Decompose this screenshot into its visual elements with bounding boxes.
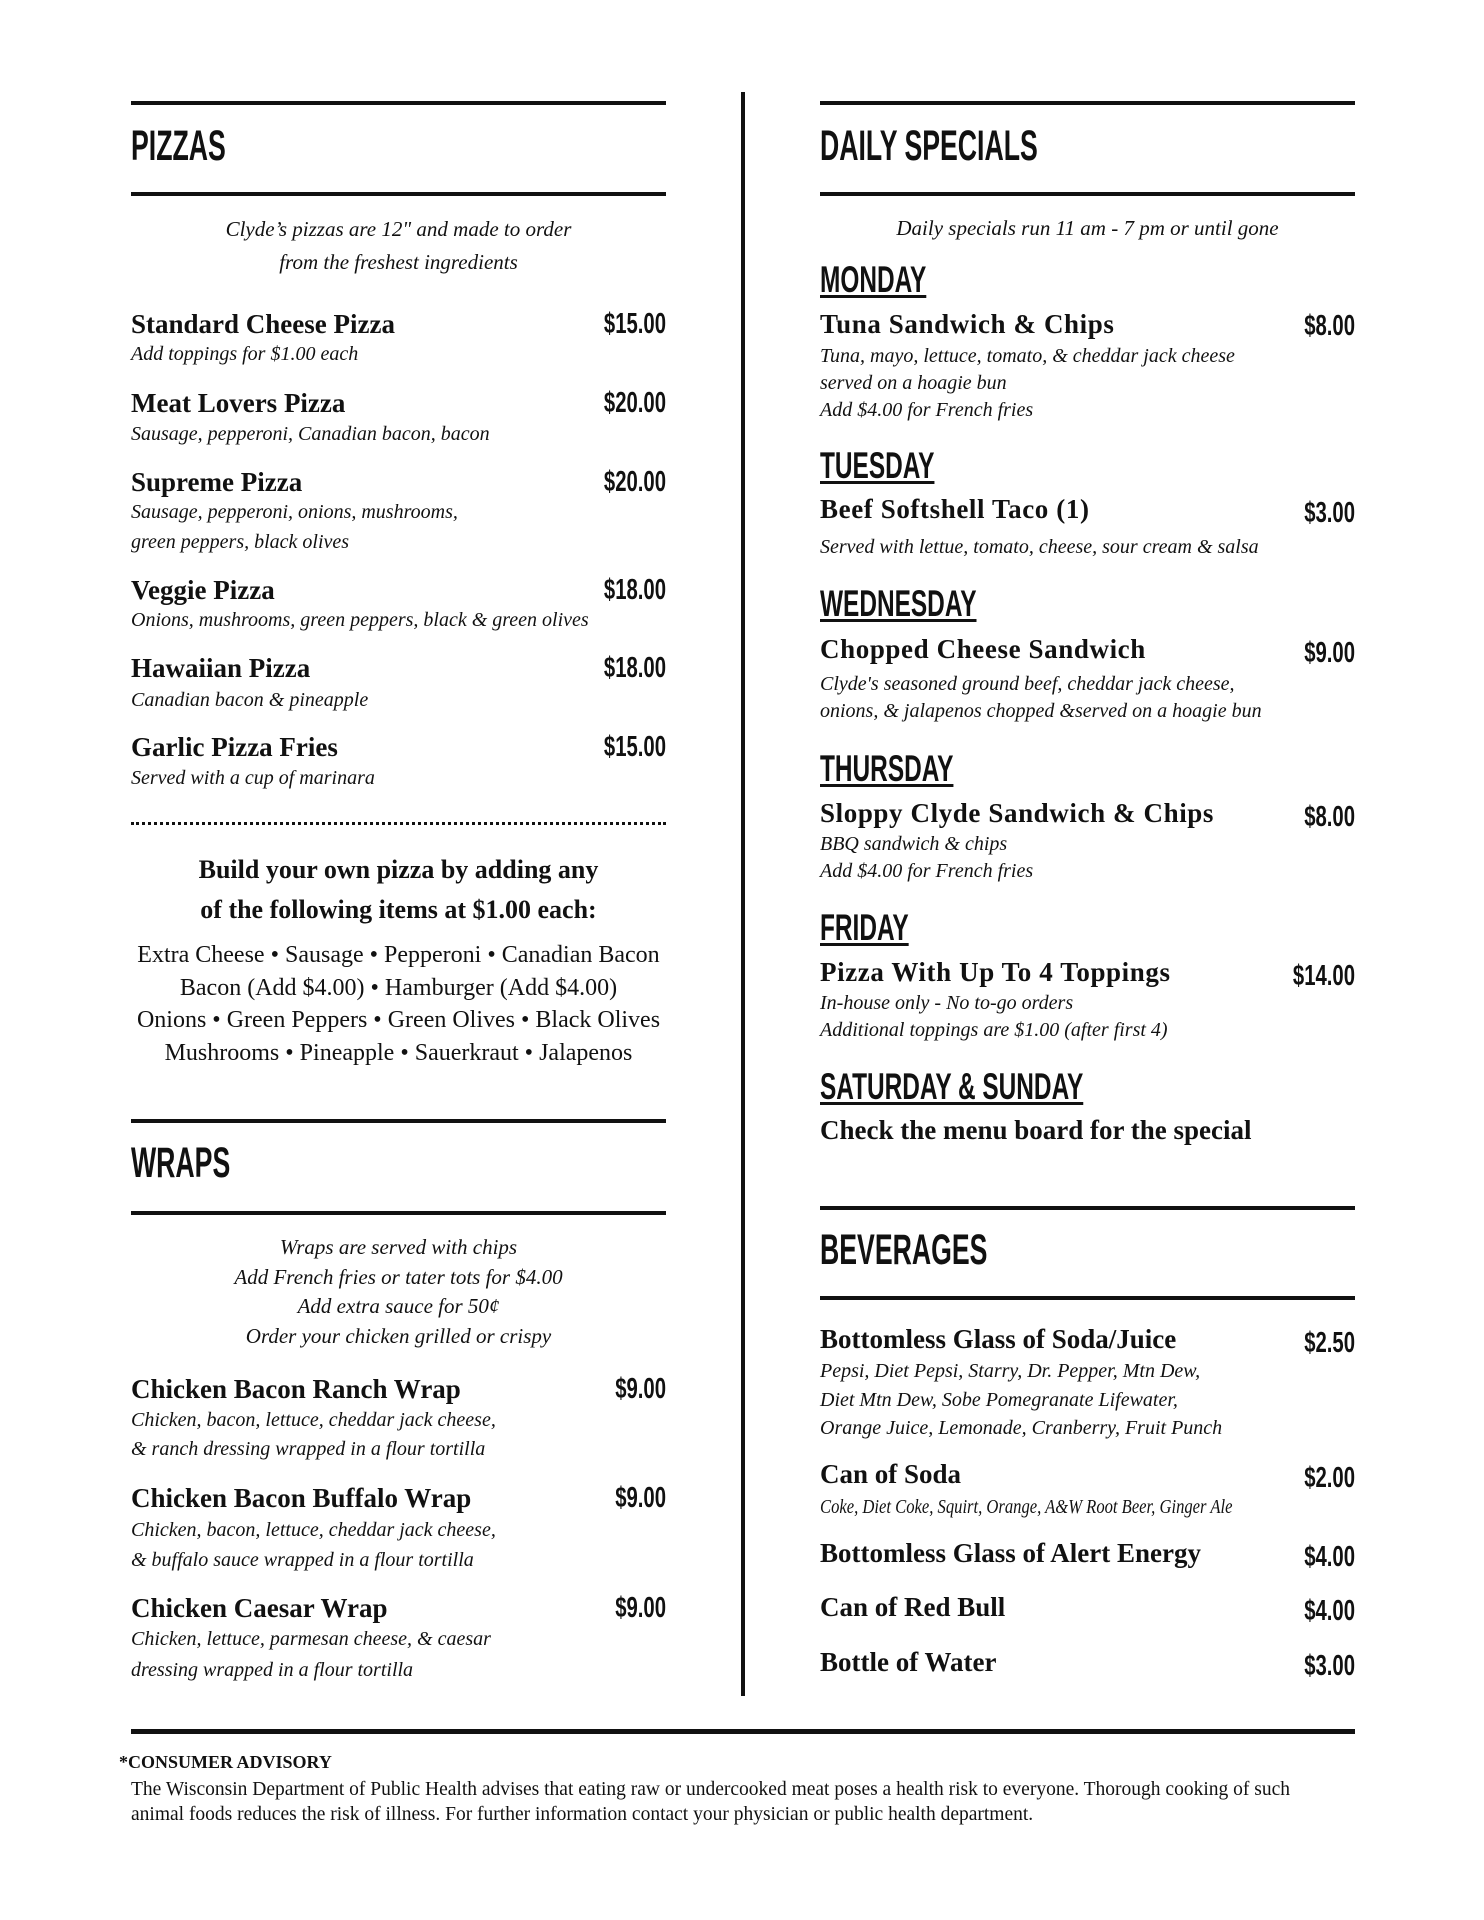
item-price: $20.00	[603, 387, 666, 419]
section-title: PIZZAS	[131, 122, 226, 170]
desc-line: Chicken, bacon, lettuce, cheddar jack cheese,	[131, 1409, 496, 1431]
desc-line: Orange Juice, Lemonade, Cranberry, Fruit Punch	[820, 1417, 1223, 1439]
section-rule	[131, 1211, 666, 1215]
section-rule	[820, 1296, 1355, 1300]
item-desc: Canadian bacon & pineapple	[131, 689, 369, 711]
desc-line: & buffalo sauce wrapped in a flour tortilla	[131, 1549, 474, 1571]
item-price: $18.00	[603, 574, 666, 606]
day-label: SATURDAY & SUNDAY	[820, 1066, 1084, 1107]
section-rule	[131, 192, 666, 196]
desc-line: onions, & jalapenos chopped &served on a hoagie bun	[820, 700, 1262, 722]
desc-line: Pepsi, Diet Pepsi, Starry, Dr. Pepper, Mtn Dew,	[820, 1360, 1201, 1382]
intro-line: Add French fries or tater tots for $4.00	[234, 1264, 563, 1289]
build-line: of the following items at $1.00 each:	[200, 895, 597, 924]
column-divider	[741, 92, 745, 1696]
item-name: Beef Softshell Taco (1)	[820, 494, 1090, 524]
item-desc	[820, 343, 1355, 424]
intro-line: Clyde’s pizzas are 12" and made to order	[225, 217, 572, 241]
item-desc	[131, 1515, 666, 1575]
intro-line: Add extra sauce for 50¢	[297, 1294, 500, 1318]
desc-line: Add $4.00 for French fries	[820, 399, 1034, 421]
desc-line: Additional toppings are $1.00 (after first 4)	[820, 1019, 1168, 1041]
day-label: THURSDAY	[820, 748, 954, 789]
desc-line: Sausage, pepperoni, onions, mushrooms,	[131, 501, 458, 523]
build-your-own-heading	[131, 850, 666, 930]
item-price: $4.00	[1304, 1541, 1355, 1573]
desc-line: Diet Mtn Dew, Sobe Pomegranate Lifewater,	[820, 1388, 1178, 1411]
advisory-text: The Wisconsin Department of Public Health advises that eating raw or undercooked meat poses a health risk to everyone. Thorough cooking of such animal foods reduces the risk of illness. For further information contact your physician or public health department.	[131, 1779, 1290, 1825]
intro-line: from the freshest ingredients	[279, 250, 518, 274]
item-price: $14.00	[1292, 960, 1355, 992]
item-name: Chicken Bacon Ranch Wrap	[131, 1374, 461, 1404]
toppings-line: Bacon (Add $4.00) • Hamburger (Add $4.00)	[179, 974, 618, 1001]
toppings-line: Mushrooms • Pineapple • Sauerkraut • Jalapenos	[164, 1040, 633, 1067]
item-name: Supreme Pizza	[131, 467, 303, 497]
item-name: Chopped Cheese Sandwich	[820, 634, 1146, 664]
intro-line: Wraps are served with chips	[279, 1235, 518, 1259]
item-price: $18.00	[603, 652, 666, 684]
item-name: Can of Soda	[820, 1459, 962, 1489]
item-price: $2.50	[1304, 1327, 1355, 1359]
item-price: $3.00	[1304, 1650, 1355, 1682]
item-price: $8.00	[1304, 310, 1355, 342]
desc-line: served on a hoagie bun	[820, 372, 1007, 394]
section-title: WRAPS	[131, 1139, 231, 1187]
item-desc: Coke, Diet Coke, Squirt, Orange, A&W Root Beer, Ginger Ale	[820, 1496, 1233, 1518]
item-price: $4.00	[1304, 1595, 1355, 1627]
item-name: Meat Lovers Pizza	[131, 388, 346, 418]
section-intro: Daily specials run 11 am - 7 pm or until gone	[896, 216, 1279, 240]
dotted-divider	[131, 822, 666, 825]
desc-line: Tuna, mayo, lettuce, tomato, & cheddar jack cheese	[820, 345, 1235, 367]
advisory-title: *CONSUMER ADVISORY	[119, 1752, 332, 1772]
item-price: $9.00	[615, 1592, 666, 1624]
item-name: Chicken Bacon Buffalo Wrap	[131, 1483, 472, 1513]
day-label: TUESDAY	[820, 445, 935, 486]
item-name: Check the menu board for the special	[820, 1115, 1252, 1145]
desc-line: Add $4.00 for French fries	[820, 860, 1034, 882]
item-price: $8.00	[1304, 801, 1355, 833]
item-price: $20.00	[603, 466, 666, 498]
item-name: Can of Red Bull	[820, 1592, 1006, 1622]
section-intro	[131, 213, 666, 279]
desc-line: green peppers, black olives	[131, 531, 350, 553]
item-price: $2.00	[1304, 1462, 1355, 1494]
item-desc: Onions, mushrooms, green peppers, black & green olives	[131, 609, 589, 631]
desc-line: Chicken, bacon, lettuce, cheddar jack cheese,	[131, 1519, 496, 1541]
toppings-line: Onions • Green Peppers • Green Olives • Black Olives	[136, 1007, 661, 1034]
item-price: $9.00	[615, 1482, 666, 1514]
toppings-line: Extra Cheese • Sausage • Pepperoni • Canadian Bacon	[137, 942, 660, 968]
item-desc	[820, 1357, 1355, 1443]
desc-line: & ranch dressing wrapped in a flour tortilla	[131, 1438, 486, 1460]
toppings-list	[80, 939, 717, 1070]
day-label: MONDAY	[820, 259, 927, 300]
item-name: Chicken Caesar Wrap	[131, 1593, 388, 1623]
item-desc	[820, 990, 1355, 1044]
desc-line: BBQ sandwich & chips	[820, 833, 1008, 855]
build-line: Build your own pizza by adding any	[198, 855, 599, 884]
footer-rule	[131, 1729, 1355, 1734]
item-desc	[820, 831, 1355, 885]
section-rule	[820, 1206, 1355, 1210]
intro-line: Order your chicken grilled or crispy	[245, 1323, 552, 1348]
section-title: BEVERAGES	[820, 1226, 988, 1274]
item-price: $9.00	[615, 1373, 666, 1405]
desc-line: Chicken, lettuce, parmesan cheese, & caesar	[131, 1628, 491, 1650]
item-desc: Served with a cup of marinara	[131, 767, 375, 789]
item-desc: Sausage, pepperoni, Canadian bacon, bacon	[131, 423, 490, 445]
item-desc: Add toppings for $1.00 each	[131, 343, 359, 365]
item-price: $9.00	[1304, 637, 1355, 669]
day-label: WEDNESDAY	[820, 583, 977, 624]
desc-line: dressing wrapped in a flour tortilla	[131, 1659, 414, 1681]
item-desc	[131, 1406, 666, 1464]
item-name: Garlic Pizza Fries	[131, 732, 338, 762]
section-rule	[131, 101, 666, 105]
item-price: $3.00	[1304, 497, 1355, 529]
item-name: Standard Cheese Pizza	[131, 309, 395, 339]
section-rule	[820, 192, 1355, 196]
item-name: Veggie Pizza	[131, 575, 275, 605]
item-desc	[131, 497, 666, 557]
item-name: Tuna Sandwich & Chips	[820, 309, 1115, 339]
item-name: Hawaiian Pizza	[131, 653, 311, 683]
section-title: DAILY SPECIALS	[820, 122, 1038, 170]
section-rule	[131, 1119, 666, 1123]
desc-line: In-house only - No to-go orders	[820, 992, 1074, 1014]
item-price: $15.00	[603, 308, 666, 340]
item-name: Bottle of Water	[820, 1647, 997, 1677]
item-name: Bottomless Glass of Alert Energy	[820, 1538, 1201, 1568]
item-desc	[131, 1624, 666, 1686]
section-intro	[131, 1233, 666, 1351]
item-desc	[820, 671, 1355, 725]
item-price: $15.00	[603, 731, 666, 763]
desc-line: Clyde's seasoned ground beef, cheddar jack cheese,	[820, 673, 1235, 695]
item-name: Sloppy Clyde Sandwich & Chips	[820, 798, 1215, 828]
day-label: FRIDAY	[820, 907, 909, 948]
item-name: Pizza With Up To 4 Toppings	[820, 957, 1171, 987]
item-name: Bottomless Glass of Soda/Juice	[820, 1324, 1177, 1354]
section-rule	[820, 101, 1355, 105]
item-desc: Served with lettue, tomato, cheese, sour cream & salsa	[820, 536, 1259, 558]
